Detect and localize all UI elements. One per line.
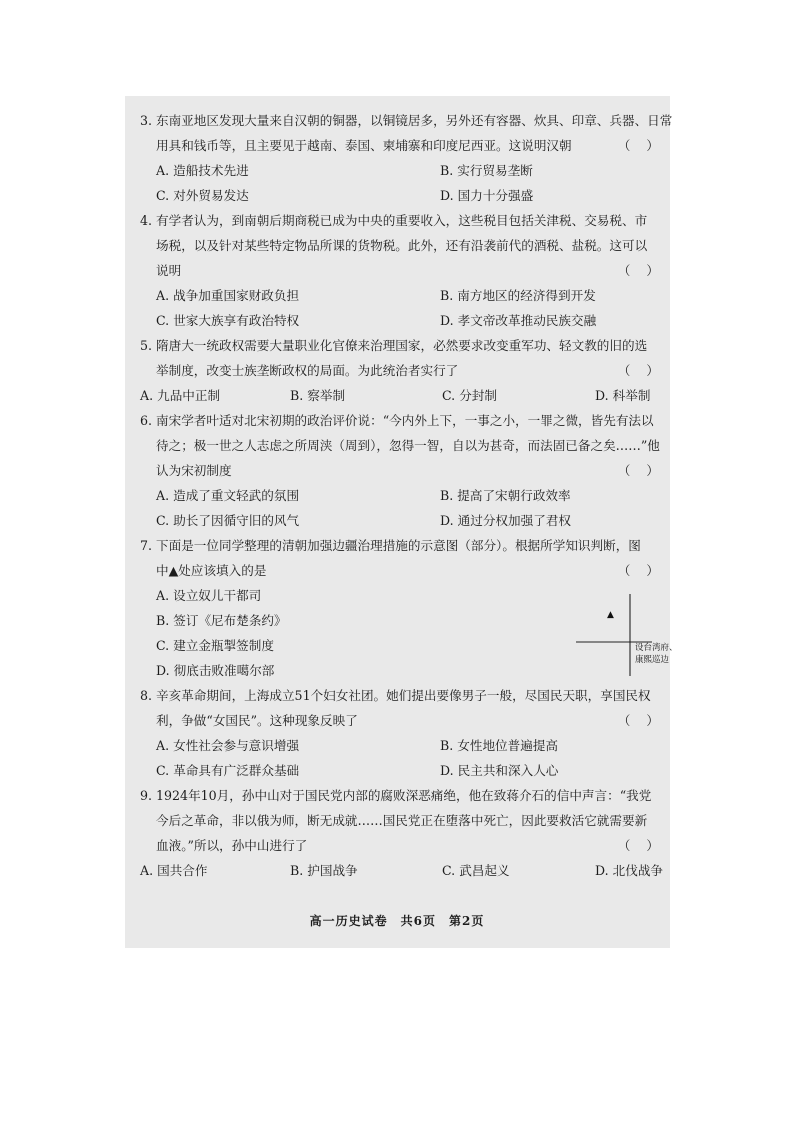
- option-a[interactable]: A. 战争加重国家财政负担: [156, 288, 300, 303]
- diagram-label-line-2: 康熙巡边: [635, 655, 670, 665]
- question-5-options: [140, 383, 665, 408]
- answer-bracket[interactable]: （ ）: [617, 363, 665, 378]
- question-5-line-2: 举制度，改变士族垄断政权的局面。为此统治者实行了 （ ）: [140, 358, 665, 383]
- answer-bracket[interactable]: （ ）: [617, 713, 665, 728]
- page-footer: 高一历史试卷 共6页 第2页: [309, 914, 485, 928]
- diagram-label-line-1: 设台湾府、: [635, 643, 678, 653]
- answer-bracket[interactable]: （ ）: [617, 563, 665, 578]
- question-3-line-2: 用具和钱币等，且主要见于越南、泰国、柬埔寨和印度尼西亚。这说明汉朝 （ ）: [140, 133, 665, 158]
- option-c[interactable]: C. 世家大族享有政治特权: [156, 313, 300, 328]
- option-a[interactable]: A. 造成了重文轻武的氛围: [156, 488, 300, 503]
- option-a[interactable]: A. 国共合作: [140, 863, 208, 878]
- option-d[interactable]: D. 国力十分强盛: [440, 188, 534, 203]
- question-9-line-1: 9. 1924年10月，孙中山对于国民党内部的腐败深恶痛绝，他在致蒋介石的信中声言：“我党: [140, 788, 652, 803]
- option-d[interactable]: D. 孝文帝改革推动民族交融: [440, 313, 597, 328]
- option-c[interactable]: C. 对外贸易发达: [156, 188, 249, 203]
- question-9-options: [140, 858, 665, 883]
- option-a[interactable]: A. 九品中正制: [140, 388, 221, 403]
- option-b[interactable]: B. 女性地位普遍提高: [440, 738, 559, 753]
- question-3-options-row-1: [140, 158, 665, 183]
- option-b[interactable]: B. 护国战争: [290, 863, 358, 878]
- option-b[interactable]: B. 察举制: [290, 388, 346, 403]
- answer-bracket[interactable]: （ ）: [617, 263, 665, 278]
- question-4-options-row-2: [140, 308, 665, 333]
- answer-bracket[interactable]: （ ）: [617, 838, 665, 853]
- option-c[interactable]: C. 助长了因循守旧的风气: [156, 513, 300, 528]
- option-d[interactable]: D. 北伐战争: [595, 863, 664, 878]
- option-c[interactable]: C. 建立金瓶掣签制度: [156, 638, 274, 653]
- question-5-line-1: 5. 隋唐大一统政权需要大量职业化官僚来治理国家，必然要求改变重军功、轻文教的旧的选: [140, 338, 648, 353]
- question-3-options-row-2: [140, 183, 665, 208]
- border-governance-diagram: [574, 590, 694, 680]
- question-4-line-1: 4. 有学者认为，到南朝后期商税已成为中央的重要收入，这些税目包括关津税、交易税、市: [140, 213, 648, 228]
- question-9-line-2: 今后之革命，非以俄为师，断无成就……国民党正在堕落中死亡，因此要救活它就需要新: [156, 813, 648, 828]
- question-6-options-row-2: [140, 508, 665, 533]
- option-b[interactable]: B. 实行贸易垄断: [440, 163, 533, 178]
- question-4-options-row-1: [140, 283, 665, 308]
- answer-bracket[interactable]: （ ）: [617, 138, 665, 153]
- option-d[interactable]: D. 民主共和深入人心: [440, 763, 559, 778]
- question-4-line-2: 场税，以及针对某些特定物品所课的货物税。此外，还有沿袭前代的酒税、盐税。这可以: [156, 238, 648, 253]
- question-8-options-row-1: [140, 733, 665, 758]
- option-a[interactable]: A. 造船技术先进: [156, 163, 249, 178]
- option-d[interactable]: D. 科举制: [595, 388, 651, 403]
- option-d[interactable]: D. 彻底击败准噶尔部: [156, 663, 275, 678]
- option-c[interactable]: C. 武昌起义: [442, 863, 510, 878]
- answer-bracket[interactable]: （ ）: [617, 463, 665, 478]
- question-8-line-1: 8. 辛亥革命期间，上海成立51个妇女社团。她们提出要像男子一般，尽国民天职，享国民权: [140, 688, 651, 703]
- exam-questions: [140, 108, 673, 883]
- question-6-line-2: 待之；极一世之人志虑之所周浃（周到），忽得一智，自以为甚奇，而法固已备之矣……”他: [156, 438, 660, 453]
- question-8-options-row-2: [140, 758, 665, 783]
- question-7-line-1: 7. 下面是一位同学整理的清朝加强边疆治理措施的示意图（部分）。根据所学知识判断，图: [140, 538, 641, 553]
- question-3-line-1: 3. 东南亚地区发现大量来自汉朝的铜器，以铜镜居多，另外还有容器、炊具、印章、兵器、日常: [140, 113, 673, 128]
- question-4-line-3: 说明 （ ）: [140, 258, 665, 283]
- option-b[interactable]: B. 签订《尼布楚条约》: [156, 613, 287, 628]
- option-a[interactable]: A. 设立奴儿干都司: [156, 588, 262, 603]
- question-6-line-3: 认为宋初制度 （ ）: [140, 458, 665, 483]
- diagram-triangle-marker: ▲: [607, 610, 614, 620]
- option-d[interactable]: D. 通过分权加强了君权: [440, 513, 571, 528]
- option-b[interactable]: B. 南方地区的经济得到开发: [440, 288, 596, 303]
- option-a[interactable]: A. 女性社会参与意识增强: [156, 738, 300, 753]
- option-b[interactable]: B. 提高了宋朝行政效率: [440, 488, 571, 503]
- question-8-line-2: 利，争做“女国民”。这种现象反映了 （ ）: [140, 708, 665, 733]
- question-7-line-2: 中▲处应该填入的是 （ ）: [140, 558, 665, 583]
- option-c[interactable]: C. 分封制: [442, 388, 497, 403]
- question-6-options-row-1: [140, 483, 665, 508]
- option-c[interactable]: C. 革命具有广泛群众基础: [156, 763, 300, 778]
- question-9-line-3: 血液。”所以，孙中山进行了 （ ）: [140, 833, 665, 858]
- question-6-line-1: 6. 南宋学者叶适对北宋初期的政治评价说：“今内外上下，一事之小，一罪之微，皆先有法以: [140, 413, 654, 428]
